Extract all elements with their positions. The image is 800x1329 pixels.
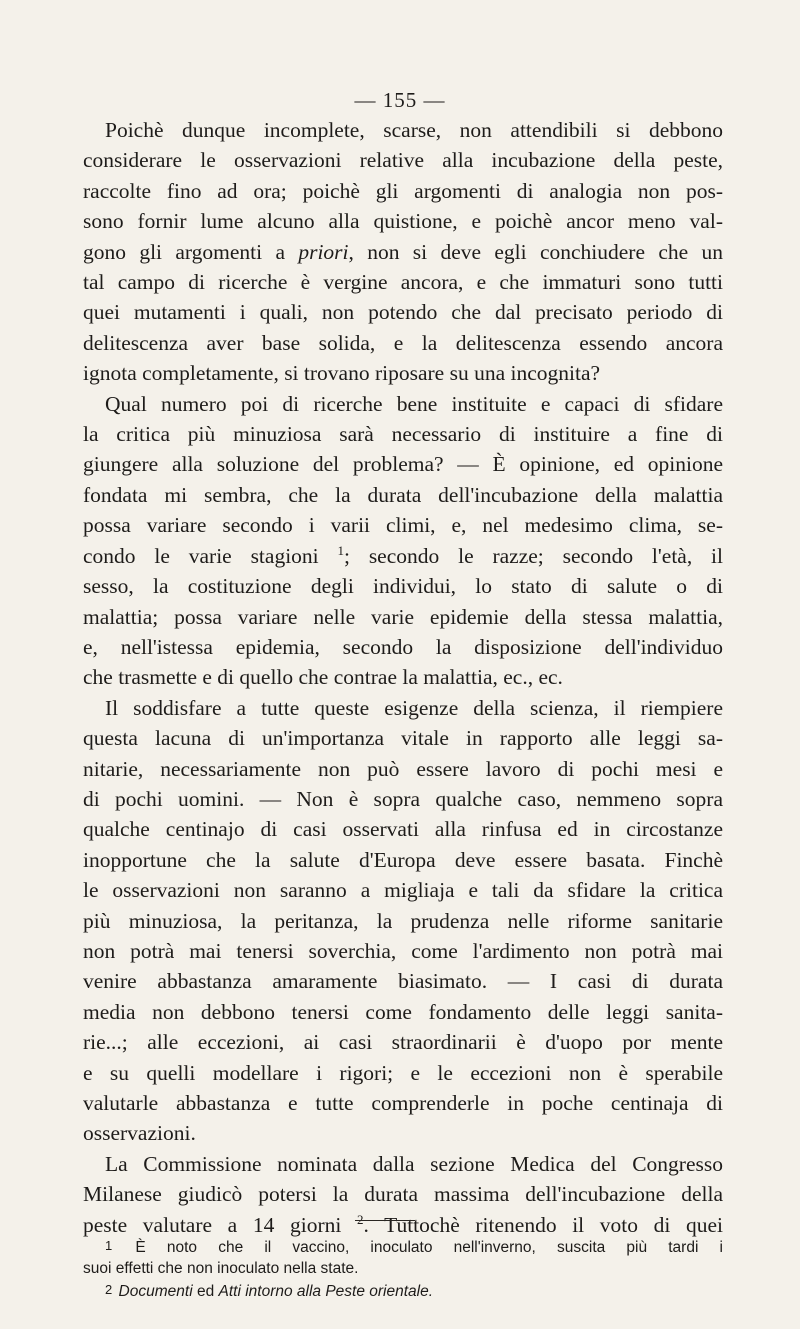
text-line: Poichè dunque incomplete, scarse, non attendibili si debbono [105,118,723,142]
text-line: gono gli argomenti a priori, non si deve egli conchiudere che un [83,239,723,264]
text-line: delitescenza aver base solida, e la delitescenza essendo ancora [83,330,723,355]
text-line: valutarle abbastanza e tutte comprenderle in poche centinaja di [83,1091,723,1115]
text-line: venire abbastanza amaramente biasimato. — I casi di durata [83,969,723,994]
text-line: che trasmette e di quello che contrae la malattia, ec., ec. [83,665,563,690]
text-line: La Commissione nominata dalla sezione Medica del Congresso [105,1151,723,1176]
footnote-ref: 1 [337,542,344,558]
text-line: Qual numero poi di ricerche bene instituite e capaci di sfidare [105,391,723,416]
footnote-line: suoi effetti che non inoculato nella state. [83,1260,359,1277]
text-line: sesso, la costituzione degli individui, lo stato di salute o di [83,574,723,599]
text-line: Milanese giudicò potersi la durata massima dell'incubazione della [83,1182,723,1207]
text-line: raccolte fino ad ora; poichè gli argomenti di analogia non pos- [83,178,723,203]
text-line: e su quelli modellare i rigori; e le eccezioni non è sperabile [83,1060,723,1085]
text-line: osservazioni. [83,1121,196,1146]
text-line: giungere alla soluzione del problema? — È opinione, ed opinione [83,452,723,477]
footnote-line: 1 È noto che il vaccino, inoculato nell'inverno, suscita più tardi i [105,1238,723,1256]
text-line: e, nell'istessa epidemia, secondo la disposizione dell'individuo [83,634,723,659]
text-line: la critica più minuziosa sarà necessario di instituire a fine di [83,422,723,447]
text-line: possa variare secondo i varii climi, e, nel medesimo clima, se- [83,513,723,538]
footnote-line: 2 Documenti ed Atti intorno alla Peste orientale. [105,1282,434,1300]
paragraph [83,1149,723,1240]
text-line: non potrà mai tenersi soverchia, come l'ardimento non potrà mai [83,938,723,963]
footnote-ref: 2 [356,1211,364,1227]
paragraph [83,693,723,1149]
text-line: qualche centinajo di casi osservati alla rinfusa ed in circostanze [83,817,723,842]
text-line: nitarie, necessariamente non può essere lavoro di pochi mesi e [83,756,723,781]
page-number: — 155 — [354,88,446,112]
text-line: sono fornir lume alcuno alla quistione, e poichè ancor meno val- [83,209,723,234]
text-line: quei mutamenti i quali, non potendo che dal precisato periodo di [83,300,723,325]
text-line: malattia; possa variare nelle varie epidemie della stessa malattia, [83,604,723,629]
text-line: tal campo di ricerche è vergine ancora, e che immaturi sono tutti [83,270,723,295]
text-line: considerare le osservazioni relative alla incubazione della peste, [83,148,723,173]
text-line: inopportune che la salute d'Europa deve essere basata. Finchè [83,847,723,872]
text-line: fondata mi sembra, che la durata dell'incubazione della malattia [83,482,723,507]
footnote-divider [355,1220,415,1221]
text-line: rie...; alle eccezioni, ai casi straordinarii è d'uopo por mente [83,1030,723,1055]
text-line: le osservazioni non saranno a migliaja e tali da sfidare la critica [83,878,723,903]
text-line: questa lacuna di un'importanza vitale in rapporto alle leggi sa- [83,726,723,751]
text-line: di pochi uomini. — Non è sopra qualche caso, nemmeno sopra [83,786,723,811]
text-line: Il soddisfare a tutte queste esigenze della scienza, il riempiere [105,695,723,720]
footnote-mark: 2 [105,1282,113,1297]
footnotes [83,1235,723,1302]
paragraph [83,115,723,389]
paragraph [83,389,723,693]
text-line: peste valutare a 14 giorni $^2$. Tuttochè ritenendo il voto di quei [83,1211,724,1237]
text-line: più minuziosa, la peritanza, la prudenza nelle riforme sanitarie [83,908,723,933]
text-line: condo le varie stagioni $^1$; secondo le razze; secondo l'età, il [83,542,723,568]
text-line: media non debbono tenersi come fondamento delle leggi sanita- [83,999,723,1024]
footnote [83,1235,723,1279]
text-line: ignota completamente, si trovano riposare su una incognita? [83,361,601,386]
footnote [83,1279,723,1302]
body-text [83,115,723,1240]
footnote-mark: 1 [105,1238,113,1253]
